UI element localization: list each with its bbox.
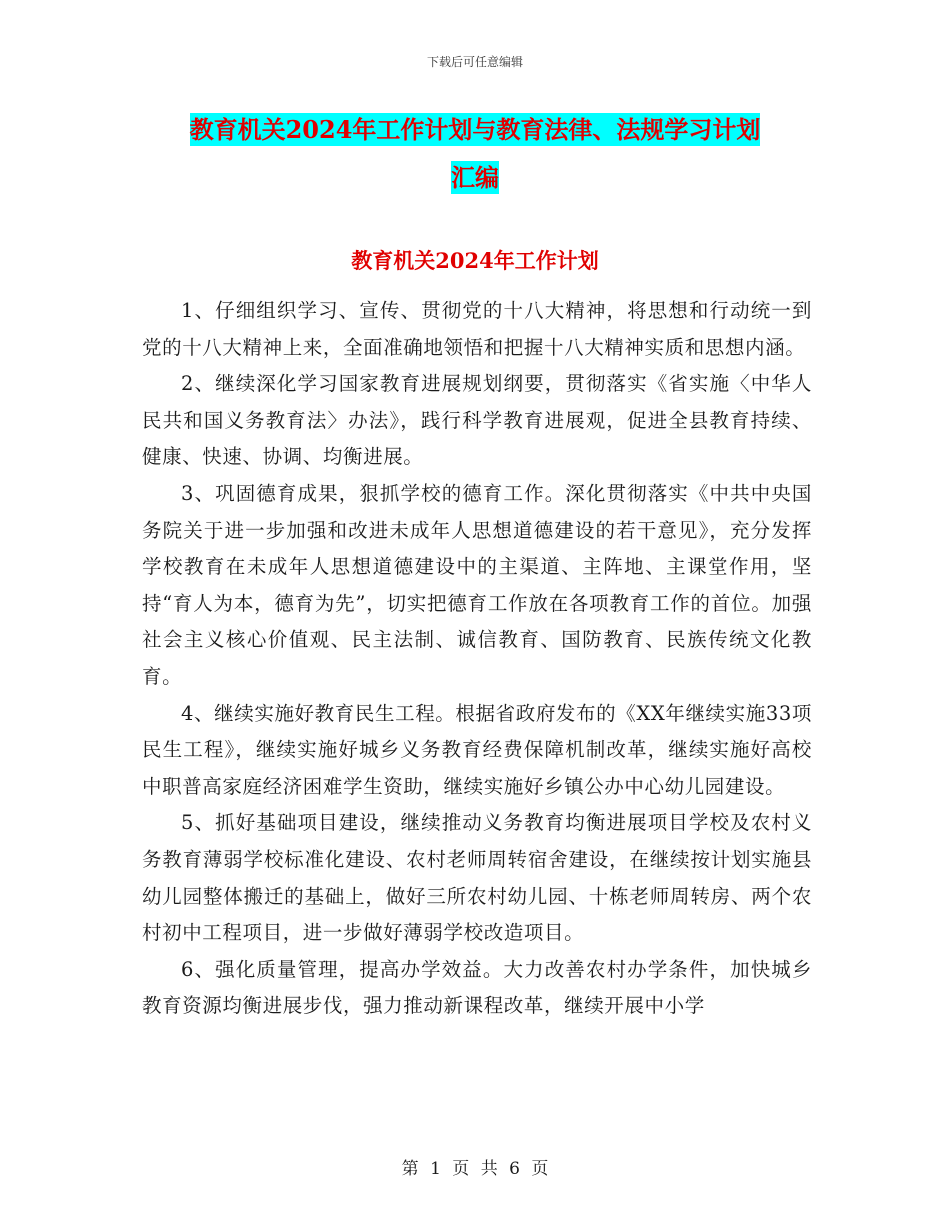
paragraph-3: 3、巩固德育成果，狠抓学校的德育工作。深化贯彻落实《中共中央国务院关于进一步加强和改进未成年人思想道德建设的若干意见》，充分发挥学校教育在未成年人思想道德建设中的主渠道、主阵地、主课堂作用，坚持“育人为本，德育为先”，切实把德育工作放在各项教育工作的首位。加强社会主义核心价值观、民主法制、诚信教育、国防教育、民族传统文化教育。 [142, 481, 812, 688]
paragraph-2: 2、继续深化学习国家教育进展规划纲要，贯彻落实《省实施〈中华人民共和国义务教育法〉办法》，践行科学教育进展观，促进全县教育持续、健康、快速、协调、均衡进展。 [142, 372, 812, 469]
page-footer: 第 1 页 共 6 页 [401, 1159, 549, 1179]
body-text [142, 293, 812, 1025]
section-title: 教育机关2024年工作计划 [351, 248, 599, 273]
document-title-line-1 [0, 106, 950, 154]
document-title-line-2 [0, 154, 950, 202]
paragraph-5: 5、抓好基础项目建设，继续推动义务教育均衡进展项目学校及农村义务教育薄弱学校标准化建设、农村老师周转宿舍建设，在继续按计划实施县幼儿园整体搬迁的基础上，做好三所农村幼儿园、十栋老师周转房、两个农村初中工程项目，进一步做好薄弱学校改造项目。 [142, 811, 812, 945]
paragraph-1: 1、仔细组织学习、宣传、贯彻党的十八大精神，将思想和行动统一到党的十八大精神上来，全面准确地领悟和把握十八大精神实质和思想内涵。 [142, 299, 812, 359]
title-highlight-1: 教育机关2024年工作计划与教育法律、法规学习计划 [189, 115, 761, 144]
document-title [0, 106, 950, 202]
header-note: 下载后可任意编辑 [426, 55, 523, 69]
paragraph-4: 4、继续实施好教育民生工程。根据省政府发布的《XX年继续实施33项民生工程》，继续实施好城乡义务教育经费保障机制改革，继续实施好高校中职普高家庭经济困难学生资助，继续实施好乡镇公办中心幼儿园建设。 [142, 701, 812, 798]
title-highlight-2: 汇编 [451, 163, 499, 192]
paragraph-6: 6、强化质量管理，提高办学效益。大力改善农村办学条件，加快城乡教育资源均衡进展步伐，强力推动新课程改革，继续开展中小学 [142, 957, 812, 1018]
